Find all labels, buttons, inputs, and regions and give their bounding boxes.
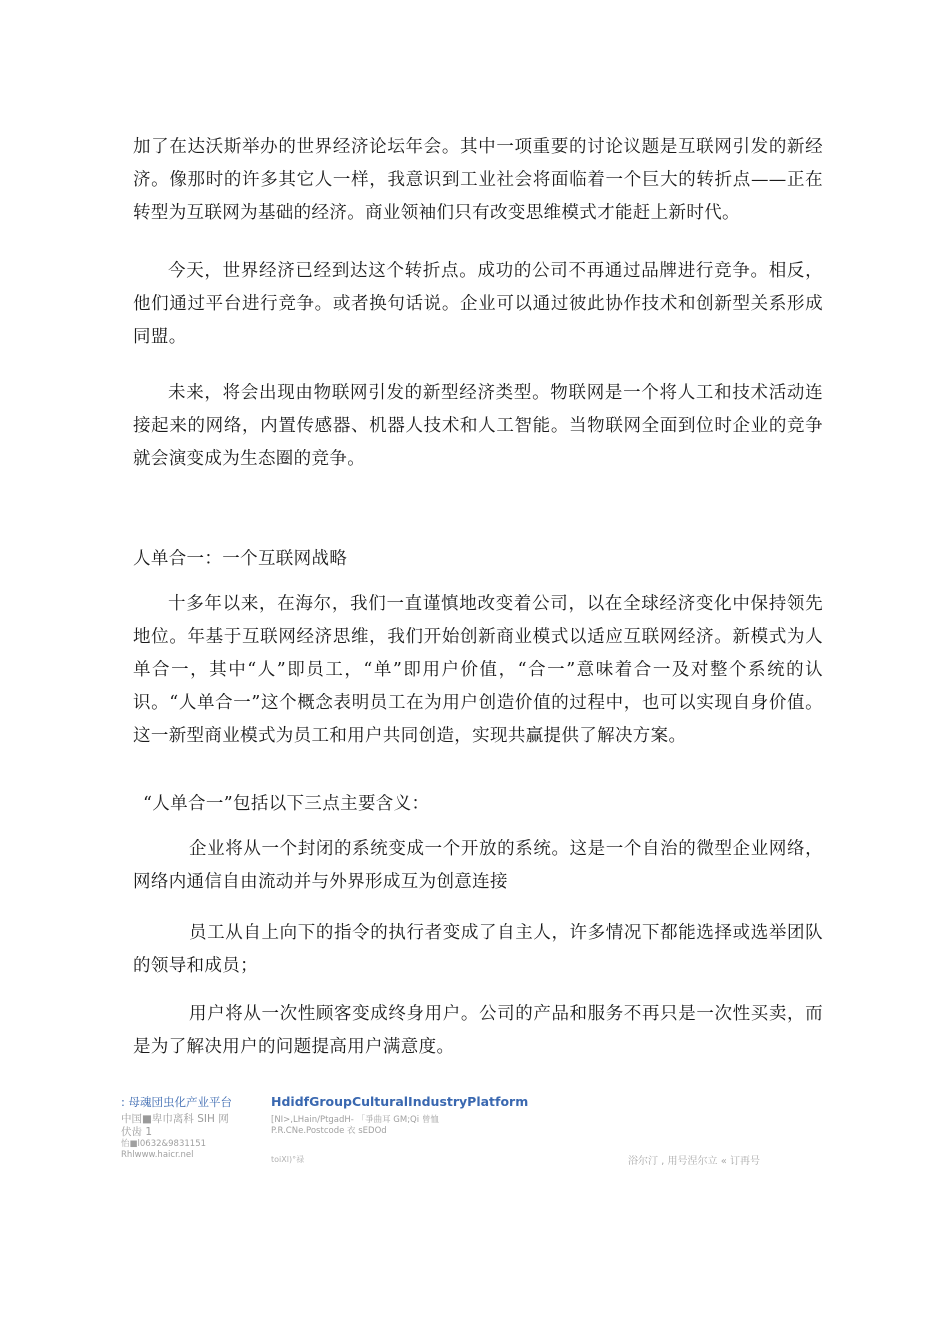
footer-left-line-2: 伏齿 1: [121, 1126, 153, 1138]
meaning-item-2: 员工从自上向下的指令的执行者变成了自主人，许多情况下都能选择或选举团队的领导和成员；: [133, 923, 823, 976]
footer-left-line-1: 中国■卑巾离科 SIH 网: [121, 1113, 229, 1125]
paragraph-2: 今天，世界经济已经到达这个转折点。成功的公司不再通过品牌进行竞争。相反，他们通过平台进行竞争。或者换句话说。企业可以通过彼此协作技术和创新型关系形成同盟。: [133, 261, 823, 347]
page-footer: [0, 1090, 950, 1180]
meanings-intro: “人单合一”包括以下三点主要含义：: [143, 794, 430, 814]
footer-left-block: [121, 1094, 261, 1161]
section-paragraph: 十多年以来，在海尔，我们一直谨慎地改变着公司，以在全球经济变化中保持领先地位。年基于互联网经济思维，我们开始创新商业模式以适应互联网经济。新模式为人单合一，其中“人”即员工，“单”即用户价值，“合一”意味着合一及对整个系统的认识。“人单合一”这个概念表明员工在为用户创造价值的过程中，也可以实现自身价值。这一新型商业模式为员工和用户共同创造，实现共赢提供了解决方案。: [133, 594, 823, 746]
meaning-item-1: 企业将从一个封闭的系统变成一个开放的系统。这是一个自治的微型企业网络，网络内通信自由流动并与外界形成互为创意连接: [133, 839, 823, 892]
footer-website: Rhlwww.haicr.nel: [121, 1150, 194, 1160]
footer-phone: 怡■l0632&9831151: [121, 1139, 207, 1149]
footer-address-line-1: [NI>,LHain/PtgadH- 「爭曲耳 GM;Qi 曾恤: [271, 1115, 439, 1125]
meaning-item-3: 用户将从一次性顾客变成终身用户。公司的产品和服务不再只是一次性买卖，而是为了解决用户的问题提高用户满意度。: [133, 1004, 823, 1057]
footer-mid-block: [271, 1094, 571, 1137]
paragraph-1: 加了在达沃斯举办的世界经济论坛年会。其中一项重要的讨论议题是互联网引发的新经济。像那时的许多其它人一样，我意识到工业社会将面临着一个巨大的转折点——正在转型为互联网为基础的经济。商业领袖们只有改变思维模式才能赶上新时代。: [133, 137, 823, 223]
section-heading: 人单合一：一个互联网战略: [133, 549, 348, 569]
footer-platform-title: HdidfGroupCulturalIndustryPlatform: [271, 1094, 529, 1109]
footer-right-text: 浴尔汀 , 用号涅尔立 « 订再号: [628, 1156, 761, 1167]
footer-address-line-2: P.R.CNe.Postcode 衣 sEDOd: [271, 1126, 387, 1136]
footer-mid-bottom: toiXl)°禄: [271, 1155, 305, 1164]
paragraph-3: 未来，将会出现由物联网引发的新型经济类型。物联网是一个将人工和技术活动连接起来的网络，内置传感器、机器人技术和人工智能。当物联网全面到位时企业的竞争就会演变成为生态圈的竞争。: [133, 383, 823, 469]
footer-brand: : 母魂団虫化产业平台: [121, 1095, 233, 1109]
